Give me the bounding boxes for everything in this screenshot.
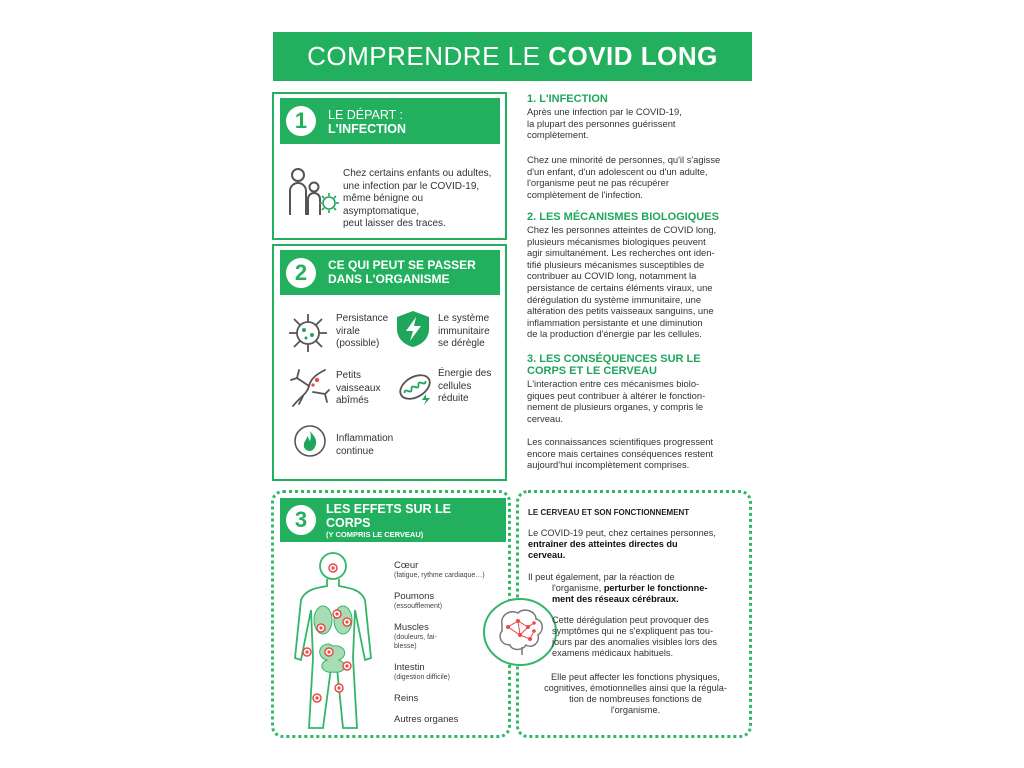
section-2-number: 2 <box>286 258 316 288</box>
para-line: giques peut contribuer à altérer le fonction- <box>527 389 706 401</box>
flame-icon <box>294 424 326 458</box>
para-line: cerveau. <box>527 412 563 424</box>
para-line: Chez une minorité de personnes, qu'il s'agisse <box>527 154 721 165</box>
para-line: l'organisme, <box>552 583 602 593</box>
para-consequences-2 <box>527 436 752 471</box>
organ-detail: (fatigue, rythme cardiaque…) <box>394 572 485 579</box>
heading-infection: 1. L'INFECTION <box>527 93 608 105</box>
human-body-icon <box>287 548 387 733</box>
para-line-bold: cerveau. <box>528 550 566 560</box>
item-energie-cellules <box>438 368 491 406</box>
section-1-text-line: peut laisser des traces. <box>343 218 446 229</box>
para-line-bold: ment des réseaux cérébraux. <box>552 594 679 604</box>
brain-para-2 <box>528 572 746 605</box>
section-2-header <box>280 250 500 295</box>
item-line: Persistance <box>336 313 389 324</box>
item-petits-vaisseaux <box>336 370 380 408</box>
para-line: cognitives, émotionnelles ainsi que la régula- <box>544 683 727 693</box>
item-line: (possible) <box>336 338 380 349</box>
para-line: plusieurs mécanismes biologiques peuvent <box>527 235 706 247</box>
organ-name: Muscles <box>394 622 429 633</box>
organ-name: Intestin <box>394 662 425 673</box>
item-line: se dérègle <box>438 338 485 349</box>
item-systeme-immunitaire <box>438 313 490 351</box>
page-title <box>273 32 752 81</box>
para-line: inflammation persistante et une diminution <box>527 316 703 328</box>
section-2-title-line2: DANS L'ORGANISME <box>328 272 450 286</box>
organ-detail: (essoufflement) <box>394 603 443 610</box>
item-persistance-virale <box>336 313 388 351</box>
heading-line: 3. LES CONSÉQUENCES SUR LE <box>527 353 701 365</box>
item-line: réduite <box>438 393 469 404</box>
brain-para-4 <box>528 672 743 716</box>
shield-bolt-icon <box>394 309 432 349</box>
section-1-number: 1 <box>286 106 316 136</box>
item-line: immunitaire <box>438 325 490 337</box>
para-line: encore mais certaines conséquences restent <box>527 447 714 459</box>
item-line: Le système <box>438 313 490 324</box>
para-line: l'organisme peut ne pas récupérer <box>527 177 669 189</box>
family-virus-icon <box>286 165 342 221</box>
section-2-title-line1: CE QUI PEUT SE PASSER <box>328 258 476 272</box>
organ-name: Cœur <box>394 560 419 571</box>
para-line: symptômes qui ne s'expliquent pas tou- <box>552 626 714 636</box>
title-bold: COVID LONG <box>548 41 718 71</box>
section-3-number: 3 <box>286 505 316 535</box>
section-1-text-line: une infection par le COVID-19, <box>343 180 480 192</box>
organ-detail: (douleurs, fai- blesse) <box>394 634 437 650</box>
para-line: examens médicaux habituels. <box>552 648 674 658</box>
section-1-text-line: asymptomatique, <box>343 205 420 217</box>
section-3-title-line1: LES EFFETS SUR LE <box>326 502 452 516</box>
brain-network-icon <box>482 597 558 667</box>
para-line: Cette dérégulation peut provoquer des <box>552 615 709 625</box>
section-1-header <box>280 98 500 144</box>
organ-intestin <box>394 662 450 682</box>
section-1-text-line: Chez certains enfants ou adultes, <box>343 168 492 179</box>
para-line: dérégulation du système immunitaire, une <box>527 293 702 305</box>
heading-mecanismes: 2. LES MÉCANISMES BIOLOGIQUES <box>527 211 719 223</box>
para-line-mixed <box>528 583 746 594</box>
brain-heading: LE CERVEAU ET SON FONCTIONNEMENT <box>528 508 690 517</box>
organ-detail: (digestion difficile) <box>394 674 450 681</box>
mitochondria-icon <box>396 368 434 406</box>
para-infection-2 <box>527 154 752 200</box>
para-line: agir simultanément. Les recherches ont iden- <box>527 247 715 259</box>
item-line: virale <box>336 325 360 337</box>
section-1-title-line2: L'INFECTION <box>328 122 406 136</box>
brain-para-1 <box>528 528 740 561</box>
para-line: complètement. <box>527 129 589 141</box>
organ-poumons <box>394 591 442 611</box>
para-line: contribuer au COVID long, notamment la <box>527 270 697 282</box>
section-1-title <box>328 108 406 136</box>
section-1-text <box>343 168 503 231</box>
para-consequences-1 <box>527 378 752 424</box>
para-line: jours par des anomalies visibles lors des <box>552 637 717 647</box>
section-2-title <box>328 258 476 286</box>
section-3-title <box>326 502 451 539</box>
item-inflammation <box>336 433 393 458</box>
para-mecanismes <box>527 224 752 340</box>
section-3-subtitle: (Y COMPRIS LE CERVEAU) <box>326 530 424 539</box>
organ-autres <box>394 714 458 725</box>
virus-icon <box>285 310 331 356</box>
brain-para-3 <box>552 615 742 659</box>
organ-name: Poumons <box>394 591 435 602</box>
para-line: l'organisme. <box>610 705 661 715</box>
blood-vessels-icon <box>287 366 331 410</box>
para-line-bold: perturber le fonctionne- <box>603 583 708 593</box>
item-line: Énergie des <box>438 368 492 379</box>
para-line: la plupart des personnes guérissent <box>527 117 676 129</box>
para-line: aujourd'hui incomplètement comprises. <box>527 459 690 471</box>
para-line: de la production d'énergie par les cellules. <box>527 328 702 340</box>
para-line: tion de nombreuses fonctions de <box>569 694 702 704</box>
heading-line: CORPS ET LE CERVEAU <box>527 365 657 377</box>
para-line: Il peut également, par la réaction de <box>528 572 675 582</box>
organ-name: Autres organes <box>394 714 459 725</box>
item-line: cellules <box>438 380 472 392</box>
para-line: persistance de certains éléments viraux, une <box>527 281 713 293</box>
heading-consequences <box>527 353 701 377</box>
section-3-header <box>280 498 506 542</box>
section-3-title-line2: CORPS <box>326 516 371 530</box>
item-line: Petits <box>336 370 362 381</box>
para-line: Elle peut affecter les fonctions physiques, <box>551 672 720 682</box>
para-line: altération des petits vaisseaux sanguins, une <box>527 305 714 317</box>
title-light: COMPRENDRE LE <box>307 41 549 71</box>
organ-coeur <box>394 560 485 580</box>
para-line: Chez les personnes atteintes de COVID long, <box>527 224 717 235</box>
para-line: nement de plusieurs organes, y compris le <box>527 401 704 413</box>
para-line-bold: entraîner des atteintes directes du <box>528 539 678 549</box>
organ-name: Reins <box>394 693 419 704</box>
para-line: d'un enfant, d'un adolescent ou d'un adulte, <box>527 165 708 177</box>
para-line: Le COVID-19 peut, chez certaines personnes, <box>528 528 716 538</box>
item-line: vaisseaux <box>336 382 381 394</box>
item-line: continue <box>336 445 374 457</box>
item-line: abîmés <box>336 395 369 406</box>
para-line: Après une infection par le COVID-19, <box>527 106 682 117</box>
item-line: Inflammation <box>336 433 394 444</box>
para-line: L'interaction entre ces mécanismes biolo- <box>527 378 700 389</box>
organ-muscles <box>394 622 437 651</box>
section-1-text-line: même bénigne ou <box>343 193 424 204</box>
para-line: complètement de l'infection. <box>527 188 643 200</box>
section-1-title-line1: LE DÉPART : <box>328 108 404 122</box>
para-line: tifié plusieurs mécanismes susceptibles de <box>527 258 705 270</box>
para-line: Les connaissances scientifiques progressent <box>527 436 714 447</box>
organ-reins <box>394 693 418 704</box>
para-infection-1 <box>527 106 752 141</box>
